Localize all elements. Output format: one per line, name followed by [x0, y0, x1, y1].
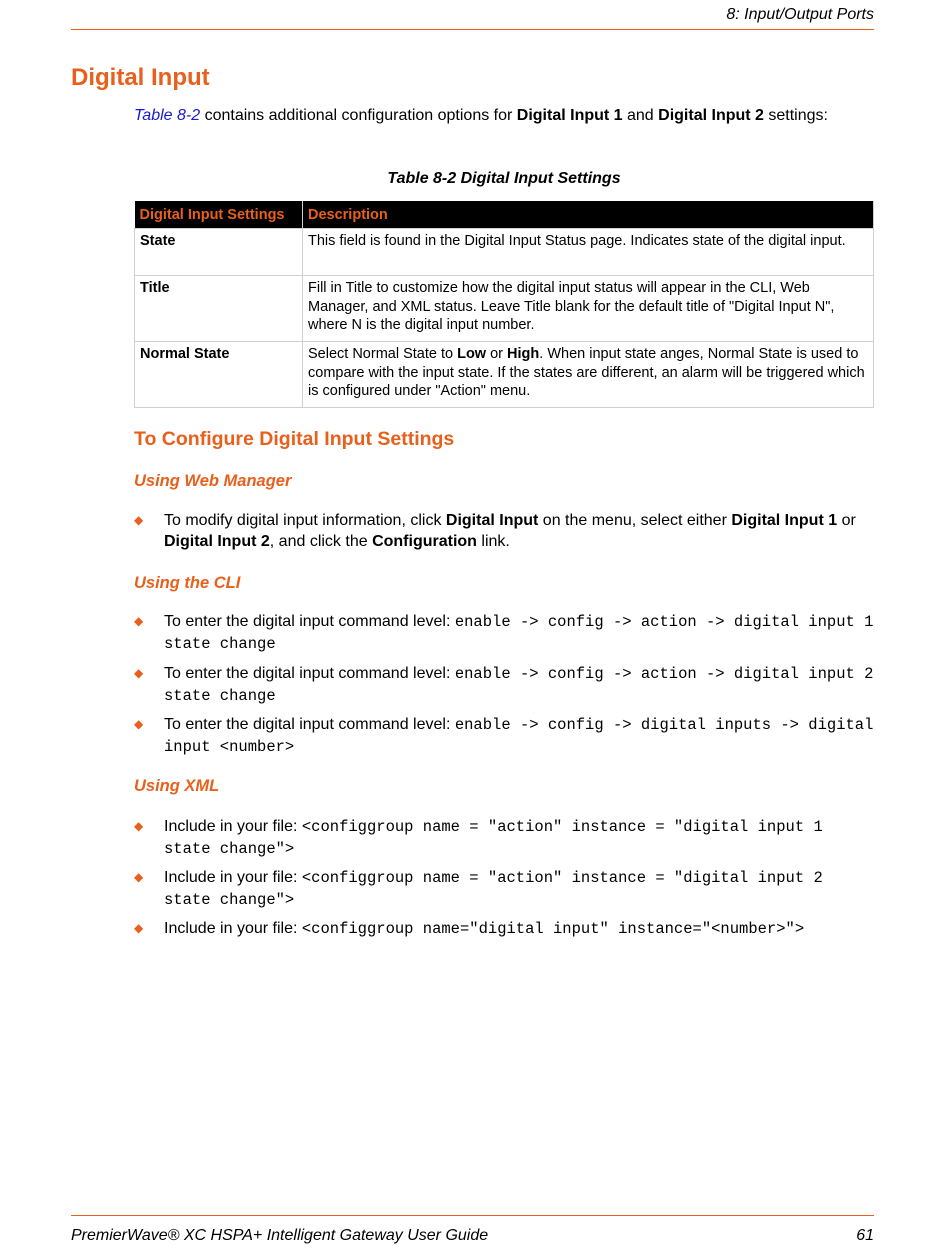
- footer-rule: [71, 1215, 874, 1216]
- page-title: Digital Input: [71, 64, 210, 91]
- cli-command: enable -> config -> digital inputs -> digital input <number>: [164, 716, 874, 756]
- digital-input-settings-table: [134, 201, 874, 408]
- subheading-cli: Using the CLI: [134, 574, 241, 592]
- list-item: ◆ To enter the digital input command level: enable -> config -> digital inputs -> digital input <number>: [134, 716, 874, 756]
- table-row: [135, 229, 874, 276]
- cli-command: enable -> config -> action -> digital input 1 state change: [164, 613, 874, 653]
- table-caption: Table 8-2 Digital Input Settings: [387, 170, 621, 187]
- table-xref-link[interactable]: Table 8-2: [134, 107, 201, 124]
- diamond-bullet-icon: ◆: [134, 513, 144, 527]
- xml-snippet: <configgroup name="digital input" instance="<number>">: [301, 920, 805, 938]
- diamond-bullet-icon: ◆: [134, 666, 144, 680]
- table-header-row: [135, 201, 874, 229]
- setting-description: Select Normal State to Low or High. When input state anges, Normal State is used to compare with the input state. If the states are different, an alarm will be triggered which is configured under "Action" menu.: [303, 342, 874, 408]
- running-header: 8: Input/Output Ports: [726, 6, 874, 23]
- setting-description: This field is found in the Digital Input Status page. Indicates state of the digital input.: [303, 229, 874, 276]
- diamond-bullet-icon: ◆: [134, 717, 144, 731]
- subheading-web-manager: Using Web Manager: [134, 472, 292, 490]
- setting-name: State: [135, 229, 303, 276]
- list-item: ◆ To enter the digital input command level: enable -> config -> action -> digital input 1 state change: [134, 613, 874, 653]
- list-item: ◆ Include in your file: <configgroup name = "action" instance = "digital input 2 state change">: [134, 869, 823, 909]
- list-item: ◆ To modify digital input information, click Digital Input on the menu, select either Digital Input 1 or Digital Input 2, and click the Configuration link.: [134, 512, 856, 550]
- diamond-bullet-icon: ◆: [134, 870, 144, 884]
- header-rule: [71, 29, 874, 30]
- table-row: [135, 276, 874, 342]
- page-number: 61: [856, 1227, 874, 1244]
- list-item: ◆ Include in your file: <configgroup name="digital input" instance="<number>">: [134, 920, 805, 938]
- cli-command: enable -> config -> action -> digital input 2 state change: [164, 665, 874, 705]
- setting-name: Title: [135, 276, 303, 342]
- diamond-bullet-icon: ◆: [134, 819, 144, 833]
- column-header-setting: Digital Input Settings: [135, 201, 303, 229]
- xml-snippet: <configgroup name = "action" instance = "digital input 1 state change">: [164, 818, 823, 858]
- diamond-bullet-icon: ◆: [134, 921, 144, 935]
- setting-name: Normal State: [135, 342, 303, 408]
- column-header-description: Description: [303, 201, 874, 229]
- section-heading: To Configure Digital Input Settings: [134, 428, 455, 450]
- table-row: [135, 342, 874, 408]
- footer-title: PremierWave® XC HSPA+ Intelligent Gateway User Guide: [71, 1227, 489, 1244]
- xml-snippet: <configgroup name = "action" instance = "digital input 2 state change">: [164, 869, 823, 909]
- intro-paragraph: Table 8-2 contains additional configuration options for Digital Input 1 and Digital Input 2 settings:: [134, 107, 828, 124]
- diamond-bullet-icon: ◆: [134, 614, 144, 628]
- subheading-xml: Using XML: [134, 777, 220, 795]
- list-item: ◆ Include in your file: <configgroup name = "action" instance = "digital input 1 state change">: [134, 818, 823, 858]
- list-item: ◆ To enter the digital input command level: enable -> config -> action -> digital input 2 state change: [134, 665, 874, 705]
- setting-description: Fill in Title to customize how the digital input status will appear in the CLI, Web Manager, and XML status. Leave Title blank for the default title of "Digital Input N", where N is the digital input number.: [303, 276, 874, 342]
